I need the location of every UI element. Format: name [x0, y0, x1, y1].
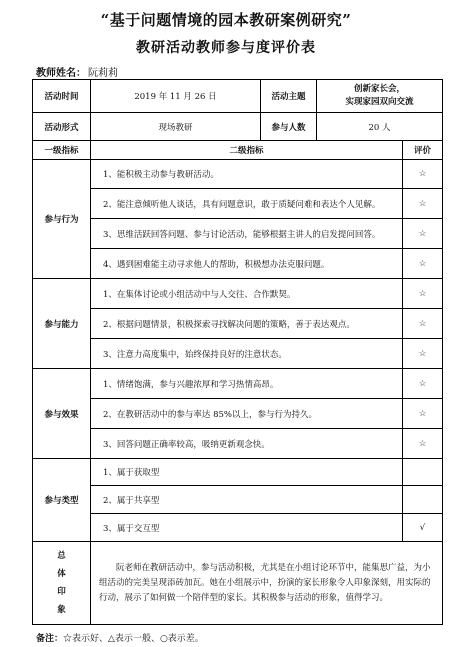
item-text: 1、属于获取型 — [91, 459, 403, 486]
summary-label-char: 印 — [57, 587, 66, 597]
group-label: 参与行为 — [33, 160, 91, 279]
table-row — [33, 486, 443, 514]
note-text: ☆表示好、△表示一般、○表示差。 — [63, 634, 204, 644]
item-text: 2、在教研活动中的参与率达 85%以上，参与行为持久。 — [91, 399, 403, 429]
item-rating: √ — [403, 514, 443, 542]
table-row — [33, 279, 443, 309]
item-text: 2、根据问题情景，积极探索寻找解决问题的策略，善于表达观点。 — [91, 309, 403, 339]
item-text: 1、在集体讨论或小组活动中与人交往、合作默契。 — [91, 279, 403, 309]
item-rating: ☆ — [403, 309, 443, 339]
summary-label-char: 象 — [57, 605, 66, 615]
time-value: 2019 年 11 月 26 日 — [91, 80, 261, 113]
form-value: 现场教研 — [91, 113, 261, 141]
item-rating: ☆ — [403, 189, 443, 219]
teacher-name-value: 阮莉莉 — [88, 68, 118, 79]
count-value: 20 人 — [317, 113, 443, 141]
table-row — [33, 369, 443, 399]
item-rating: ☆ — [403, 219, 443, 249]
evaluation-table — [32, 79, 443, 625]
item-text: 3、注意力高度集中，始终保持良好的注意状态。 — [91, 339, 403, 369]
item-rating: ☆ — [403, 429, 443, 459]
count-label: 参与人数 — [261, 113, 317, 141]
summary-text: 阮老师在教研活动中，参与活动积极，尤其是在小组讨论环节中，能集思广益，为小组活动的完美呈现添砖加瓦。她在小组展示中，扮演的家长形象令人印象深刻，用实际的行动，展示了如何做一个陪伴型的家长。其积极参与活动的形象，值得学习。 — [91, 542, 443, 625]
teacher-name-label: 教师姓名： — [36, 68, 86, 79]
group-label: 参与效果 — [33, 369, 91, 459]
header-level2: 二级指标 — [91, 141, 403, 160]
item-rating: ☆ — [403, 160, 443, 189]
info-row-time — [33, 80, 443, 113]
header-rating: 评价 — [403, 141, 443, 160]
teacher-name-line — [36, 64, 118, 79]
item-text: 3、回答问题正确率较高，吸纳更新观念快。 — [91, 429, 403, 459]
item-rating: ☆ — [403, 279, 443, 309]
item-text: 2、能注意倾听他人谈话，具有问题意识，敢于质疑问难和表达个人见解。 — [91, 189, 403, 219]
theme-label: 活动主题 — [261, 80, 317, 113]
summary-row — [33, 542, 443, 625]
document-title: “基于问题情境的园本教研案例研究” — [100, 11, 352, 29]
item-rating — [403, 459, 443, 486]
note-label: 备注： — [36, 634, 64, 644]
summary-label — [33, 542, 91, 625]
summary-label-char: 总 — [57, 551, 66, 561]
column-header-row — [33, 141, 443, 160]
table-row — [33, 514, 443, 542]
info-row-form — [33, 113, 443, 141]
item-text: 3、思维活跃回答问题、参与讨论活动，能够根据主讲人的启发提问回答。 — [91, 219, 403, 249]
item-rating: ☆ — [403, 369, 443, 399]
summary-label-char: 体 — [57, 569, 66, 579]
footer-note — [36, 631, 204, 644]
header-level1: 一级指标 — [33, 141, 91, 160]
table-row — [33, 309, 443, 339]
item-text: 1、能积极主动参与教研活动。 — [91, 160, 403, 189]
group-label: 参与能力 — [33, 279, 91, 369]
theme-value-line2: 实现家园双向交流 — [345, 97, 414, 107]
item-text: 2、属于共享型 — [91, 486, 403, 514]
table-row — [33, 339, 443, 369]
table-row — [33, 189, 443, 219]
table-row — [33, 249, 443, 279]
table-row — [33, 459, 443, 486]
theme-value-line1: 创新家长会， — [354, 84, 406, 94]
table-row — [33, 219, 443, 249]
item-text: 1、情绪饱满，参与兴趣浓厚和学习热情高昂。 — [91, 369, 403, 399]
item-text: 4、遇到困难能主动寻求他人的帮助，积极想办法克服问题。 — [91, 249, 403, 279]
group-label: 参与类型 — [33, 459, 91, 542]
table-row — [33, 429, 443, 459]
item-rating — [403, 486, 443, 514]
item-rating: ☆ — [403, 399, 443, 429]
item-text: 3、属于交互型 — [91, 514, 403, 542]
form-label: 活动形式 — [33, 113, 91, 141]
document-subtitle: 教研活动教师参与度评价表 — [136, 40, 316, 56]
time-label: 活动时间 — [33, 80, 91, 113]
table-row — [33, 160, 443, 189]
item-rating: ☆ — [403, 249, 443, 279]
theme-value — [317, 80, 443, 113]
item-rating: ☆ — [403, 339, 443, 369]
table-row — [33, 399, 443, 429]
